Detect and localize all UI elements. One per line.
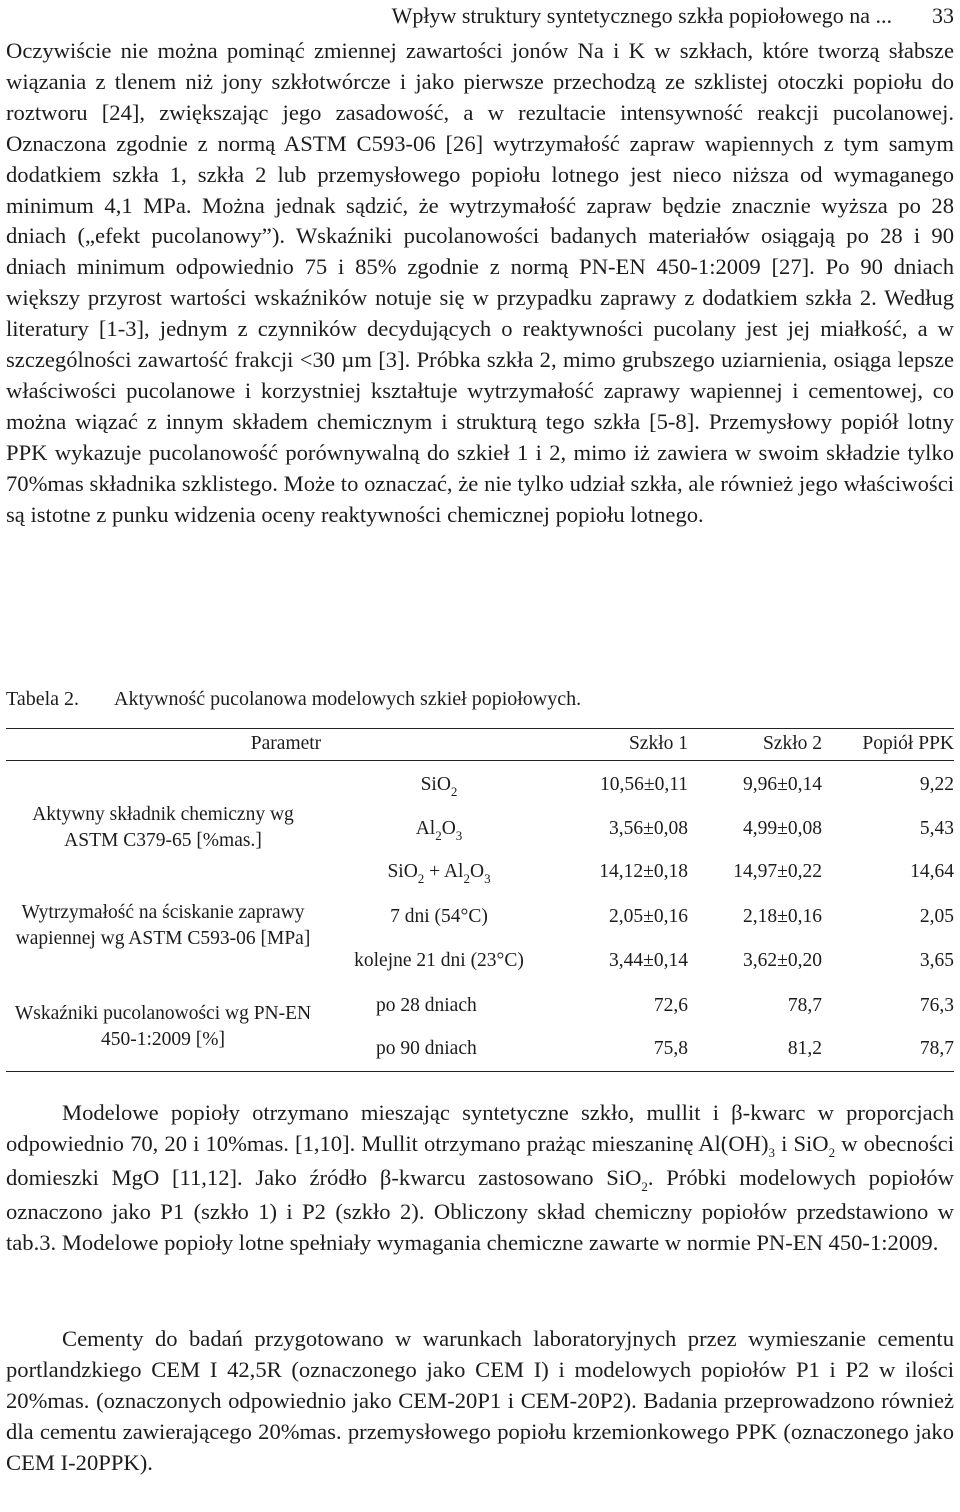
table-bottom-rule <box>6 1071 954 1072</box>
cell-szklo-2: 4,99±0,08 <box>743 818 822 839</box>
cell-szklo-1: 14,12±0,18 <box>599 861 688 882</box>
page-number: 33 <box>932 3 954 28</box>
row-subparam: 7 dni (54°C) <box>390 906 488 927</box>
table-top-rule <box>6 728 954 729</box>
cell-popiol-ppk: 2,05 <box>919 906 954 927</box>
header-szklo-1: Szkło 1 <box>628 733 688 754</box>
cell-szklo-1: 2,05±0,16 <box>609 906 688 927</box>
group-label-aktywny-skladnik: Aktywny składnik chemiczny wg ASTM C379-65 [%mas.] <box>32 804 294 851</box>
row-subparam: po 28 dniach <box>376 995 477 1016</box>
cell-popiol-ppk: 5,43 <box>919 818 954 839</box>
cell-popiol-ppk: 3,65 <box>919 950 954 971</box>
running-header <box>6 3 954 29</box>
cell-szklo-2: 81,2 <box>787 1038 822 1059</box>
cell-szklo-2: 78,7 <box>787 995 822 1016</box>
row-subparam: SiO$_2$ <box>420 774 458 799</box>
header-szklo-2: Szkło 2 <box>762 733 822 754</box>
cell-szklo-1: 72,6 <box>653 995 688 1016</box>
table-header-rule <box>6 760 954 761</box>
paragraph-2: Modelowe popioły otrzymano mieszając syntetyczne szkło, mullit i β-kwarc w proporcjach odpowiednio 70, 20 i 10%mas. [1,10]. Mullit otrzymano prażąc mieszaninę $Al(OH)_3$ i SiO$_2$ w obecności domieszki MgO [11,12]. Jako źródło β-kwarcu zastosowano SiO$_2$. Próbki modelowych popiołów oznaczono jako P1 (szkło 1) i P2 (szkło 2). Obliczony skład chemiczny popiołów przedstawiono w tab.3. Modelowe popioły lotne spełniały wymagania chemiczne zawarte w normie PN-EN 450-1:2009. <box>6 1100 954 1255</box>
header-popiol-ppk: Popiół PPK <box>862 733 954 754</box>
group-label-wskazniki: Wskaźniki pucolanowości wg PN-EN 450-1:2009 [%] <box>14 1003 312 1050</box>
cell-szklo-1: 10,56±0,11 <box>600 774 688 795</box>
cell-szklo-2: 3,62±0,20 <box>743 950 822 971</box>
paragraph-3: Cementy do badań przygotowano w warunkach laboratoryjnych przez wymieszanie cementu portlandzkiego CEM I 42,5R (oznaczonego jako CEM I) i modelowych popiołów P1 i P2 w ilości 20%mas. (oznaczonych odpowiednio jako CEM-20P1 i CEM-20P2). Badania przeprowadzono również dla cementu zawierającego 20%mas. przemysłowego popiołu krzemionkowego PPK (oznaczonego jako CEM I-20PPK). <box>6 1326 954 1475</box>
row-subparam: po 90 dniach <box>376 1038 477 1059</box>
cell-popiol-ppk: 76,3 <box>919 995 954 1016</box>
table-caption <box>6 686 954 712</box>
group-label-wytrzymalosc: Wytrzymałość na ściskanie zaprawy wapiennej wg ASTM C593-06 [MPa] <box>15 902 311 949</box>
cell-szklo-2: 9,96±0,14 <box>743 774 822 795</box>
cell-szklo-2: 2,18±0,16 <box>743 906 822 927</box>
cell-szklo-1: 3,44±0,14 <box>609 950 688 971</box>
table-title: Aktywność pucolanowa modelowych szkieł popiołowych. <box>114 688 582 710</box>
row-subparam: $Al_2O_3$ <box>415 818 463 843</box>
cell-szklo-1: 75,8 <box>653 1038 688 1059</box>
header-parametr: Parametr <box>250 733 322 754</box>
cell-szklo-1: 3,56±0,08 <box>609 818 688 839</box>
paragraph-1: Oczywiście nie można pominąć zmiennej zawartości jonów Na i K w szkłach, które tworzą słabsze wiązania z tlenem niż jony szkłotwórcze i jako pierwsze przechodzą ze szklistej otoczki popiołu do roztworu [24], zwiększając jego zasadowość, a w rezultacie intensywność reakcji pucolanowej. Oznaczona zgodnie z normą ASTM C593-06 [26] wytrzymałość zapraw wapiennych z tym samym dodatkiem szkła 1, szkła 2 lub przemysłowego popiołu lotnego jest nieco niższa od wymaganego minimum 4,1 MPa. Można jednak sądzić, że wytrzymałość zapraw będzie znacznie wyższa po 28 dniach („efekt pucolanowy”). Wskaźniki pucolanowości badanych materiałów osiągają po 28 i 90 dniach minimum odpowiednio 75 i 85% zgodnie z normą PN-EN 450-1:2009 [27]. Po 90 dniach większy przyrost wartości wskaźników notuje się w przypadku zaprawy z dodatkiem szkła 2. Według literatury [1-3], jednym z czynników decydujących o reaktywności pucolany jest jej miałkość, a w szczególności zawartość frakcji <30 µm [3]. Próbka szkła 2, mimo grubszego uziarnienia, osiąga lepsze właściwości pucolanowe i korzystniej kształtuje wytrzymałość zaprawy wapiennej i cementowej, co można wiązać z innym składem chemicznym i strukturą tego szkła [5-8]. Przemysłowy popiół lotny PPK wykazuje pucolanowość porównywalną do szkieł 1 i 2, mimo iż zawiera w swoim składzie tylko 70%mas składnika szklistego. Może to oznaczać, że nie tylko udział szkła, ale również jego właściwości są istotne z punku widzenia oceny reaktywności chemicznej popiołu lotnego. <box>6 38 954 527</box>
row-subparam: kolejne 21 dni (23°C) <box>354 950 524 971</box>
row-subparam: $SiO_2 + Al_2O_3$ <box>387 861 491 886</box>
cell-popiol-ppk: 78,7 <box>919 1038 954 1059</box>
running-title: Wpływ struktury syntetycznego szkła popiołowego na ... <box>391 3 892 28</box>
cell-popiol-ppk: 14,64 <box>910 861 954 882</box>
table-label: Tabela 2. <box>6 688 80 710</box>
cell-popiol-ppk: 9,22 <box>919 774 954 795</box>
cell-szklo-2: 14,97±0,22 <box>733 861 822 882</box>
